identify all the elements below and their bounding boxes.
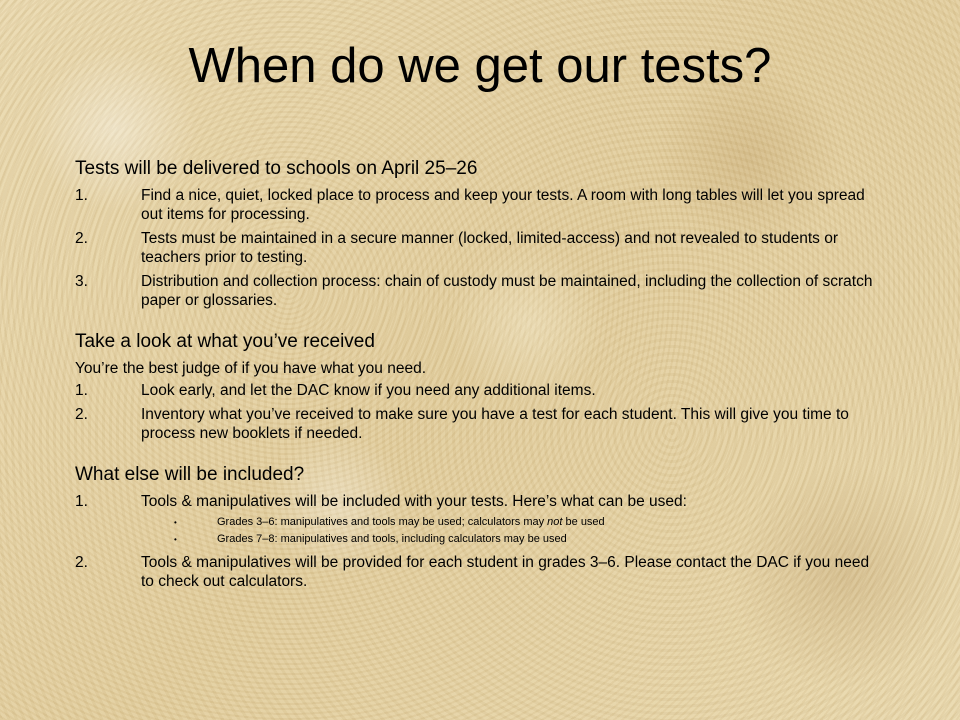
list-item: [75, 229, 885, 267]
numbered-list: [75, 381, 885, 443]
list-item-text: Tools & manipulatives will be included with your tests. Here’s what can be used:: [141, 493, 687, 510]
list-number: 1.: [75, 187, 88, 204]
list-item-text: Distribution and collection process: chain of custody must be maintained, including the collection of scratch paper or glossaries.: [141, 273, 873, 309]
section-received: [75, 330, 885, 443]
list-item-text: Tools & manipulatives will be provided for each student in grades 3–6. Please contact the DAC if you need to check out calculators.: [141, 554, 870, 590]
section-delivery: [75, 157, 885, 310]
emphasis-not: not: [547, 516, 563, 528]
list-item: [75, 186, 885, 224]
slide-body: [75, 157, 885, 596]
list-number: 3.: [75, 273, 88, 290]
list-item: [75, 553, 885, 591]
list-item-text: Inventory what you’ve received to make sure you have a test for each student. This will give you time to process new booklets if needed.: [141, 406, 849, 442]
section-included: [75, 463, 885, 591]
section-intro: You’re the best judge of if you have what you need.: [75, 360, 427, 377]
bullet-item: [75, 531, 885, 548]
list-item-text: Tests must be maintained in a secure manner (locked, limited-access) and not revealed to students or teachers prior to testing.: [141, 230, 838, 266]
list-item: [75, 272, 885, 310]
bullet-item: [75, 514, 885, 531]
bullet-list: [141, 514, 885, 548]
list-item: [75, 381, 885, 400]
numbered-list: [75, 492, 885, 591]
list-number: 1.: [75, 382, 88, 399]
list-number: 2.: [75, 406, 88, 423]
bullet-text: Grades 3–6: manipulatives and tools may be used; calculators may not be used: [217, 516, 605, 528]
list-item: [75, 405, 885, 443]
list-number: 2.: [75, 230, 88, 247]
bullet-dot: •: [174, 535, 177, 544]
bullet-dot: •: [174, 518, 177, 527]
slide-title: When do we get our tests?: [188, 39, 772, 93]
list-item-text: Look early, and let the DAC know if you need any additional items.: [141, 382, 596, 399]
list-number: 2.: [75, 554, 88, 571]
list-number: 1.: [75, 493, 88, 510]
section-heading: Take a look at what you’ve received: [75, 331, 375, 352]
section-heading: What else will be included?: [75, 464, 305, 485]
section-heading: Tests will be delivered to schools on April 25–26: [75, 158, 478, 179]
list-item: [75, 492, 885, 548]
bullet-text: Grades 7–8: manipulatives and tools, including calculators may be used: [217, 533, 567, 545]
numbered-list: [75, 186, 885, 310]
list-item-text: Find a nice, quiet, locked place to process and keep your tests. A room with long tables will let you spread out items for processing.: [141, 187, 865, 223]
